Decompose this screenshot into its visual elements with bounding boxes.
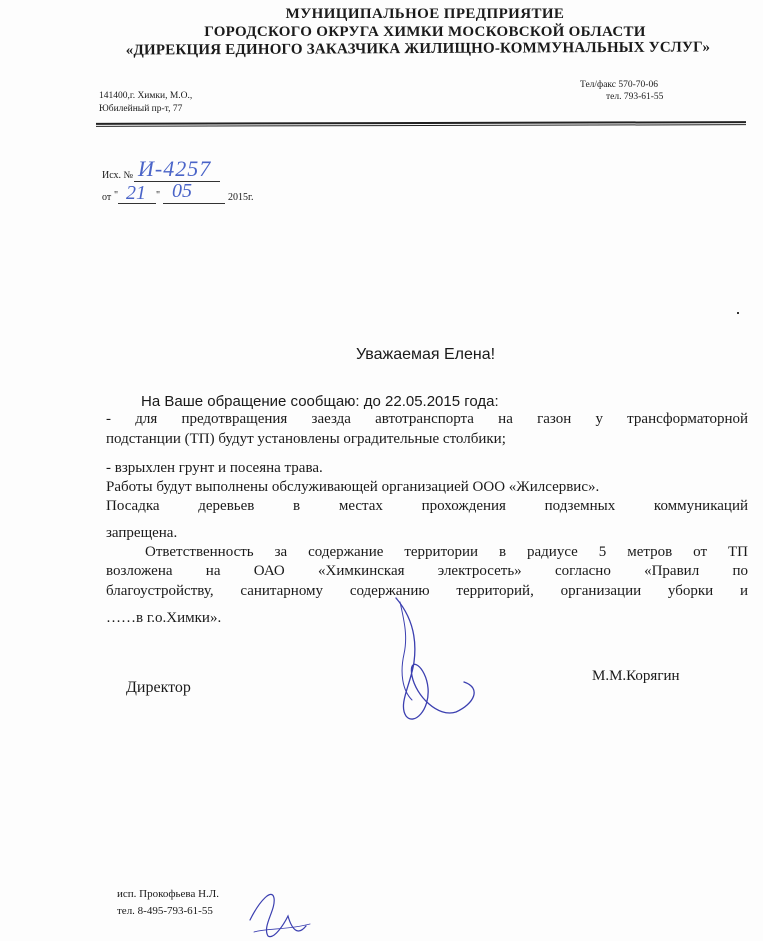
director-signature xyxy=(378,592,488,734)
letterhead-line-2: ГОРОДСКОГО ОКРУГА ХИМКИ МОСКОВСКОЙ ОБЛАСТИ xyxy=(204,24,646,40)
header-rule-thin xyxy=(96,124,746,126)
date-month-handwritten: 05 xyxy=(172,180,192,202)
stray-dot xyxy=(737,312,739,314)
date-day-handwritten: 21 xyxy=(126,182,146,204)
date-open-quote: " xyxy=(114,190,119,201)
date-year: 2015г. xyxy=(228,192,254,203)
letterhead-line-1: МУНИЦИПАЛЬНОЕ ПРЕДПРИЯТИЕ xyxy=(285,6,565,22)
responsibility-line-3: благоустройству, санитарному содержанию территорий, организации уборки и xyxy=(106,583,748,599)
bullet-1-line-1: - для предотвращения заезда автотранспорта на газон у трансформаторной xyxy=(106,411,748,427)
responsibility-line-2: возложена на ОАО «Химкинская электросеть» согласно «Правил по xyxy=(106,563,748,579)
signature-stroke-main xyxy=(396,598,474,719)
executor-initials xyxy=(244,880,314,941)
executor: исп. Прокофьева Н.Л. xyxy=(117,888,219,900)
address-line-1: 141400,г. Химки, М.О., xyxy=(99,91,193,101)
responsibility-line-1: Ответственность за содержание территории в радиусе 5 метров от ТП xyxy=(145,544,748,560)
outgoing-number-handwritten: И-4257 xyxy=(138,156,212,181)
initials-stroke xyxy=(250,894,306,936)
signature-stroke-loop xyxy=(400,602,412,700)
responsibility-line-4: ……в г.о.Химки». xyxy=(106,610,222,626)
date-month-underline xyxy=(163,203,225,204)
address-line-2: Юбилейный пр-т, 77 xyxy=(99,104,183,114)
letterhead-line-3: «ДИРЕКЦИЯ ЕДИНОГО ЗАКАЗЧИКА ЖИЛИЩНО-КОММУНАЛЬНЫХ УСЛУГ» xyxy=(125,39,711,59)
intro-paragraph: На Ваше обращение сообщаю: до 22.05.2015 года: xyxy=(141,393,499,410)
bullet-1-line-2: подстанции (ТП) будут установлены оградительные столбики; xyxy=(106,431,506,447)
works-paragraph: Работы будут выполнены обслуживающей организацией ООО «Жилсервис». xyxy=(106,479,600,495)
date-prefix: от xyxy=(102,192,112,203)
phone: тел. 793-61-55 xyxy=(606,92,664,102)
executor-phone: тел. 8-495-793-61-55 xyxy=(117,905,213,917)
salutation: Уважаемая Елена! xyxy=(356,346,496,363)
bullet-2: - взрыхлен грунт и посеяна трава. xyxy=(106,460,323,476)
signer-title: Директор xyxy=(126,679,191,696)
planting-line-2: запрещена. xyxy=(106,525,178,541)
signer-name: М.М.Корягин xyxy=(592,668,680,684)
date-close-quote: " xyxy=(156,190,161,201)
phone-fax: Тел/факс 570-70-06 xyxy=(580,80,658,90)
outgoing-number-label: Исх. № xyxy=(102,170,134,181)
planting-line-1: Посадка деревьев в местах прохождения подземных коммуникаций xyxy=(106,498,748,514)
